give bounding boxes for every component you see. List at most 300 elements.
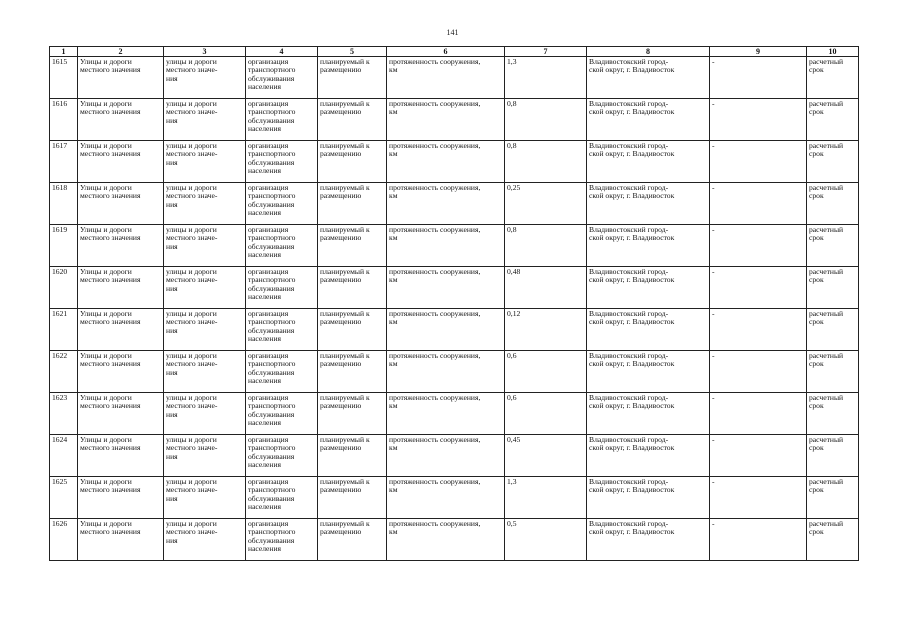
term-cell bbox=[807, 183, 859, 225]
status-cell bbox=[318, 351, 387, 393]
value-cell: 0,8 bbox=[505, 99, 587, 141]
cell-text: организация bbox=[248, 225, 289, 234]
type-cell bbox=[164, 393, 246, 435]
row-number-cell: 1619 bbox=[50, 225, 78, 267]
cell-text: ния bbox=[166, 451, 178, 461]
cell-text: транспортного bbox=[248, 443, 296, 453]
column-header: 4 bbox=[246, 47, 318, 57]
characteristic-cell bbox=[387, 309, 505, 351]
cell-text: улицы и дороги bbox=[166, 519, 217, 528]
cell-text: местного значе- bbox=[166, 107, 218, 117]
cell-text: местного значения bbox=[80, 317, 141, 327]
cell-text: срок bbox=[809, 485, 824, 495]
cell-text: расчетный bbox=[809, 141, 844, 150]
purpose-cell bbox=[246, 57, 318, 99]
cell-text: Владивостокский город- bbox=[589, 267, 669, 276]
table-row bbox=[50, 393, 859, 435]
status-cell bbox=[318, 477, 387, 519]
cell-text: транспортного bbox=[248, 485, 296, 495]
cell-text: срок bbox=[809, 359, 824, 369]
name-cell bbox=[78, 519, 164, 561]
purpose-cell bbox=[246, 519, 318, 561]
page-number: 141 bbox=[446, 28, 459, 37]
cell-text: улицы и дороги bbox=[166, 351, 217, 360]
cell-text: протяженность сооружения, bbox=[389, 183, 481, 192]
cell-text: транспортного bbox=[248, 107, 296, 117]
cell-text: организация bbox=[248, 99, 289, 108]
cell-text: транспортного bbox=[248, 527, 296, 537]
cell-text: Улицы и дороги bbox=[80, 267, 132, 276]
zone-cell: - bbox=[710, 99, 807, 141]
location-cell bbox=[587, 57, 710, 99]
table-row bbox=[50, 267, 859, 309]
cell-text: местного значе- bbox=[166, 275, 218, 285]
cell-text: расчетный bbox=[809, 57, 844, 66]
cell-text: обслуживания bbox=[248, 451, 295, 461]
purpose-cell bbox=[246, 393, 318, 435]
value-cell: 0,8 bbox=[505, 225, 587, 267]
name-cell bbox=[78, 309, 164, 351]
cell-text: населения bbox=[248, 544, 282, 554]
cell-text: протяженность сооружения, bbox=[389, 393, 481, 402]
cell-text: местного значения bbox=[80, 527, 141, 537]
status-cell bbox=[318, 225, 387, 267]
cell-text: планируемый к bbox=[320, 141, 370, 150]
cell-text: км bbox=[389, 401, 398, 411]
column-header: 7 bbox=[505, 47, 587, 57]
term-cell bbox=[807, 225, 859, 267]
cell-text: ской округ, г. Владивосток bbox=[589, 65, 675, 75]
cell-text: Улицы и дороги bbox=[80, 57, 132, 66]
zone-cell: - bbox=[710, 393, 807, 435]
cell-text: Улицы и дороги bbox=[80, 225, 132, 234]
cell-text: Улицы и дороги bbox=[80, 183, 132, 192]
cell-text: срок bbox=[809, 191, 824, 201]
cell-text: Улицы и дороги bbox=[80, 477, 132, 486]
column-header: 1 bbox=[50, 47, 78, 57]
location-cell bbox=[587, 267, 710, 309]
type-cell bbox=[164, 435, 246, 477]
type-cell bbox=[164, 141, 246, 183]
status-cell bbox=[318, 183, 387, 225]
table-row bbox=[50, 519, 859, 561]
cell-text: ния bbox=[166, 367, 178, 377]
cell-text: размещению bbox=[320, 485, 362, 495]
cell-text: населения bbox=[248, 334, 282, 344]
cell-text: км bbox=[389, 275, 398, 285]
term-cell bbox=[807, 435, 859, 477]
cell-text: планируемый к bbox=[320, 435, 370, 444]
cell-text: улицы и дороги bbox=[166, 99, 217, 108]
name-cell bbox=[78, 99, 164, 141]
cell-text: ния bbox=[166, 157, 178, 167]
purpose-cell bbox=[246, 183, 318, 225]
name-cell bbox=[78, 477, 164, 519]
cell-text: ния bbox=[166, 73, 178, 83]
cell-text: км bbox=[389, 443, 398, 453]
cell-text: срок bbox=[809, 107, 824, 117]
row-number-cell: 1616 bbox=[50, 99, 78, 141]
column-header: 5 bbox=[318, 47, 387, 57]
cell-text: населения bbox=[248, 460, 282, 470]
table-row bbox=[50, 141, 859, 183]
location-cell bbox=[587, 99, 710, 141]
cell-text: км bbox=[389, 527, 398, 537]
cell-text: планируемый к bbox=[320, 309, 370, 318]
location-cell bbox=[587, 435, 710, 477]
cell-text: организация bbox=[248, 351, 289, 360]
cell-text: обслуживания bbox=[248, 283, 295, 293]
characteristic-cell bbox=[387, 477, 505, 519]
cell-text: протяженность сооружения, bbox=[389, 141, 481, 150]
cell-text: транспортного bbox=[248, 359, 296, 369]
cell-text: местного значения bbox=[80, 65, 141, 75]
cell-text: организация bbox=[248, 183, 289, 192]
cell-text: обслуживания bbox=[248, 535, 295, 545]
cell-text: местного значения bbox=[80, 275, 141, 285]
cell-text: Владивостокский город- bbox=[589, 435, 669, 444]
zone-cell: - bbox=[710, 57, 807, 99]
cell-text: ской округ, г. Владивосток bbox=[589, 485, 675, 495]
row-number-cell: 1622 bbox=[50, 351, 78, 393]
cell-text: обслуживания bbox=[248, 73, 295, 83]
data-table bbox=[49, 46, 859, 561]
cell-text: населения bbox=[248, 502, 282, 512]
purpose-cell bbox=[246, 267, 318, 309]
cell-text: Владивостокский город- bbox=[589, 351, 669, 360]
purpose-cell bbox=[246, 435, 318, 477]
cell-text: расчетный bbox=[809, 225, 844, 234]
characteristic-cell bbox=[387, 435, 505, 477]
cell-text: ния bbox=[166, 493, 178, 503]
value-cell: 0,6 bbox=[505, 351, 587, 393]
value-cell: 1,3 bbox=[505, 57, 587, 99]
zone-cell: - bbox=[710, 477, 807, 519]
cell-text: размещению bbox=[320, 401, 362, 411]
cell-text: обслуживания bbox=[248, 325, 295, 335]
status-cell bbox=[318, 99, 387, 141]
zone-cell: - bbox=[710, 225, 807, 267]
cell-text: Владивостокский город- bbox=[589, 309, 669, 318]
name-cell bbox=[78, 225, 164, 267]
zone-cell: - bbox=[710, 435, 807, 477]
type-cell bbox=[164, 183, 246, 225]
cell-text: транспортного bbox=[248, 275, 296, 285]
row-number-cell: 1615 bbox=[50, 57, 78, 99]
cell-text: улицы и дороги bbox=[166, 225, 217, 234]
cell-text: Владивостокский город- bbox=[589, 477, 669, 486]
cell-text: Владивостокский город- bbox=[589, 183, 669, 192]
purpose-cell bbox=[246, 225, 318, 267]
zone-cell: - bbox=[710, 519, 807, 561]
row-number-cell: 1625 bbox=[50, 477, 78, 519]
cell-text: планируемый к bbox=[320, 99, 370, 108]
cell-text: км bbox=[389, 233, 398, 243]
value-cell: 0,25 bbox=[505, 183, 587, 225]
status-cell bbox=[318, 435, 387, 477]
cell-text: обслуживания bbox=[248, 241, 295, 251]
cell-text: планируемый к bbox=[320, 477, 370, 486]
cell-text: Владивостокский город- bbox=[589, 99, 669, 108]
cell-text: расчетный bbox=[809, 393, 844, 402]
cell-text: Улицы и дороги bbox=[80, 309, 132, 318]
location-cell bbox=[587, 141, 710, 183]
cell-text: местного значе- bbox=[166, 359, 218, 369]
cell-text: местного значе- bbox=[166, 443, 218, 453]
characteristic-cell bbox=[387, 267, 505, 309]
zone-cell: - bbox=[710, 309, 807, 351]
column-header: 2 bbox=[78, 47, 164, 57]
cell-text: организация bbox=[248, 393, 289, 402]
cell-text: км bbox=[389, 149, 398, 159]
cell-text: ния bbox=[166, 115, 178, 125]
status-cell bbox=[318, 309, 387, 351]
cell-text: ния bbox=[166, 283, 178, 293]
cell-text: планируемый к bbox=[320, 393, 370, 402]
cell-text: км bbox=[389, 317, 398, 327]
cell-text: ской округ, г. Владивосток bbox=[589, 233, 675, 243]
cell-text: протяженность сооружения, bbox=[389, 99, 481, 108]
term-cell bbox=[807, 309, 859, 351]
cell-text: местного значе- bbox=[166, 65, 218, 75]
cell-text: ния bbox=[166, 535, 178, 545]
cell-text: Улицы и дороги bbox=[80, 393, 132, 402]
status-cell bbox=[318, 519, 387, 561]
cell-text: расчетный bbox=[809, 309, 844, 318]
column-header: 9 bbox=[710, 47, 807, 57]
cell-text: км bbox=[389, 485, 398, 495]
term-cell bbox=[807, 519, 859, 561]
column-header: 6 bbox=[387, 47, 505, 57]
cell-text: организация bbox=[248, 267, 289, 276]
cell-text: планируемый к bbox=[320, 225, 370, 234]
cell-text: транспортного bbox=[248, 191, 296, 201]
cell-text: размещению bbox=[320, 107, 362, 117]
cell-text: планируемый к bbox=[320, 267, 370, 276]
term-cell bbox=[807, 57, 859, 99]
cell-text: улицы и дороги bbox=[166, 267, 217, 276]
cell-text: срок bbox=[809, 233, 824, 243]
cell-text: планируемый к bbox=[320, 351, 370, 360]
name-cell bbox=[78, 57, 164, 99]
table-row bbox=[50, 477, 859, 519]
cell-text: расчетный bbox=[809, 99, 844, 108]
characteristic-cell bbox=[387, 519, 505, 561]
cell-text: Владивостокский город- bbox=[589, 57, 669, 66]
table-row bbox=[50, 57, 859, 99]
cell-text: Владивостокский город- bbox=[589, 519, 669, 528]
cell-text: срок bbox=[809, 65, 824, 75]
cell-text: планируемый к bbox=[320, 519, 370, 528]
type-cell bbox=[164, 57, 246, 99]
cell-text: улицы и дороги bbox=[166, 141, 217, 150]
cell-text: размещению bbox=[320, 149, 362, 159]
term-cell bbox=[807, 393, 859, 435]
purpose-cell bbox=[246, 141, 318, 183]
table-row bbox=[50, 351, 859, 393]
cell-text: протяженность сооружения, bbox=[389, 309, 481, 318]
cell-text: ской округ, г. Владивосток bbox=[589, 149, 675, 159]
purpose-cell bbox=[246, 351, 318, 393]
cell-text: населения bbox=[248, 124, 282, 134]
cell-text: расчетный bbox=[809, 435, 844, 444]
characteristic-cell bbox=[387, 183, 505, 225]
cell-text: км bbox=[389, 191, 398, 201]
cell-text: расчетный bbox=[809, 351, 844, 360]
cell-text: ской округ, г. Владивосток bbox=[589, 317, 675, 327]
table-row bbox=[50, 183, 859, 225]
name-cell bbox=[78, 351, 164, 393]
cell-text: размещению bbox=[320, 359, 362, 369]
cell-text: местного значе- bbox=[166, 191, 218, 201]
cell-text: км bbox=[389, 107, 398, 117]
cell-text: протяженность сооружения, bbox=[389, 351, 481, 360]
cell-text: ской округ, г. Владивосток bbox=[589, 275, 675, 285]
cell-text: срок bbox=[809, 149, 824, 159]
value-cell: 0,12 bbox=[505, 309, 587, 351]
cell-text: размещению bbox=[320, 191, 362, 201]
cell-text: транспортного bbox=[248, 65, 296, 75]
cell-text: Владивостокский город- bbox=[589, 393, 669, 402]
cell-text: Улицы и дороги bbox=[80, 351, 132, 360]
value-cell: 0,6 bbox=[505, 393, 587, 435]
zone-cell: - bbox=[710, 141, 807, 183]
value-cell: 0,8 bbox=[505, 141, 587, 183]
cell-text: обслуживания bbox=[248, 199, 295, 209]
cell-text: Улицы и дороги bbox=[80, 435, 132, 444]
table-row bbox=[50, 435, 859, 477]
cell-text: организация bbox=[248, 141, 289, 150]
row-number-cell: 1617 bbox=[50, 141, 78, 183]
cell-text: обслуживания bbox=[248, 409, 295, 419]
name-cell bbox=[78, 393, 164, 435]
cell-text: размещению bbox=[320, 233, 362, 243]
cell-text: ния bbox=[166, 409, 178, 419]
name-cell bbox=[78, 183, 164, 225]
cell-text: планируемый к bbox=[320, 57, 370, 66]
location-cell bbox=[587, 183, 710, 225]
cell-text: ния bbox=[166, 241, 178, 251]
name-cell bbox=[78, 267, 164, 309]
table-row bbox=[50, 309, 859, 351]
location-cell bbox=[587, 519, 710, 561]
cell-text: местного значе- bbox=[166, 527, 218, 537]
table-row bbox=[50, 225, 859, 267]
term-cell bbox=[807, 351, 859, 393]
row-number-cell: 1620 bbox=[50, 267, 78, 309]
type-cell bbox=[164, 267, 246, 309]
status-cell bbox=[318, 57, 387, 99]
cell-text: местного значения bbox=[80, 359, 141, 369]
type-cell bbox=[164, 225, 246, 267]
cell-text: населения bbox=[248, 250, 282, 260]
row-number-cell: 1623 bbox=[50, 393, 78, 435]
cell-text: ния bbox=[166, 325, 178, 335]
location-cell bbox=[587, 309, 710, 351]
cell-text: ской округ, г. Владивосток bbox=[589, 527, 675, 537]
cell-text: населения bbox=[248, 292, 282, 302]
characteristic-cell bbox=[387, 393, 505, 435]
value-cell: 0,48 bbox=[505, 267, 587, 309]
cell-text: км bbox=[389, 359, 398, 369]
cell-text: улицы и дороги bbox=[166, 57, 217, 66]
value-cell: 0,5 bbox=[505, 519, 587, 561]
cell-text: улицы и дороги bbox=[166, 435, 217, 444]
cell-text: размещению bbox=[320, 65, 362, 75]
row-number-cell: 1618 bbox=[50, 183, 78, 225]
term-cell bbox=[807, 477, 859, 519]
cell-text: организация bbox=[248, 309, 289, 318]
location-cell bbox=[587, 351, 710, 393]
cell-text: населения bbox=[248, 208, 282, 218]
cell-text: организация bbox=[248, 519, 289, 528]
column-header: 8 bbox=[587, 47, 710, 57]
type-cell bbox=[164, 477, 246, 519]
cell-text: планируемый к bbox=[320, 183, 370, 192]
cell-text: протяженность сооружения, bbox=[389, 225, 481, 234]
cell-text: Улицы и дороги bbox=[80, 99, 132, 108]
cell-text: местного значения bbox=[80, 149, 141, 159]
term-cell bbox=[807, 99, 859, 141]
column-header: 10 bbox=[807, 47, 859, 57]
cell-text: местного значе- bbox=[166, 317, 218, 327]
cell-text: местного значе- bbox=[166, 149, 218, 159]
value-cell: 1,3 bbox=[505, 477, 587, 519]
cell-text: обслуживания bbox=[248, 115, 295, 125]
cell-text: протяженность сооружения, bbox=[389, 519, 481, 528]
table-row bbox=[50, 99, 859, 141]
cell-text: ской округ, г. Владивосток bbox=[589, 401, 675, 411]
cell-text: населения bbox=[248, 82, 282, 92]
cell-text: Владивостокский город- bbox=[589, 141, 669, 150]
status-cell bbox=[318, 393, 387, 435]
row-number-cell: 1626 bbox=[50, 519, 78, 561]
zone-cell: - bbox=[710, 183, 807, 225]
cell-text: ской округ, г. Владивосток bbox=[589, 443, 675, 453]
cell-text: протяженность сооружения, bbox=[389, 267, 481, 276]
column-header: 3 bbox=[164, 47, 246, 57]
cell-text: срок bbox=[809, 527, 824, 537]
cell-text: местного значения bbox=[80, 485, 141, 495]
name-cell bbox=[78, 141, 164, 183]
cell-text: Улицы и дороги bbox=[80, 519, 132, 528]
zone-cell: - bbox=[710, 351, 807, 393]
cell-text: расчетный bbox=[809, 477, 844, 486]
type-cell bbox=[164, 519, 246, 561]
cell-text: срок bbox=[809, 443, 824, 453]
cell-text: местного значения bbox=[80, 401, 141, 411]
cell-text: обслуживания bbox=[248, 157, 295, 167]
type-cell bbox=[164, 309, 246, 351]
cell-text: ской округ, г. Владивосток bbox=[589, 359, 675, 369]
status-cell bbox=[318, 267, 387, 309]
cell-text: улицы и дороги bbox=[166, 477, 217, 486]
cell-text: протяженность сооружения, bbox=[389, 477, 481, 486]
cell-text: размещению bbox=[320, 275, 362, 285]
cell-text: местного значения bbox=[80, 233, 141, 243]
cell-text: местного значения bbox=[80, 191, 141, 201]
status-cell bbox=[318, 141, 387, 183]
cell-text: транспортного bbox=[248, 149, 296, 159]
cell-text: организация bbox=[248, 435, 289, 444]
purpose-cell bbox=[246, 99, 318, 141]
cell-text: км bbox=[389, 65, 398, 75]
cell-text: срок bbox=[809, 317, 824, 327]
cell-text: срок bbox=[809, 401, 824, 411]
location-cell bbox=[587, 225, 710, 267]
characteristic-cell bbox=[387, 141, 505, 183]
cell-text: обслуживания bbox=[248, 493, 295, 503]
